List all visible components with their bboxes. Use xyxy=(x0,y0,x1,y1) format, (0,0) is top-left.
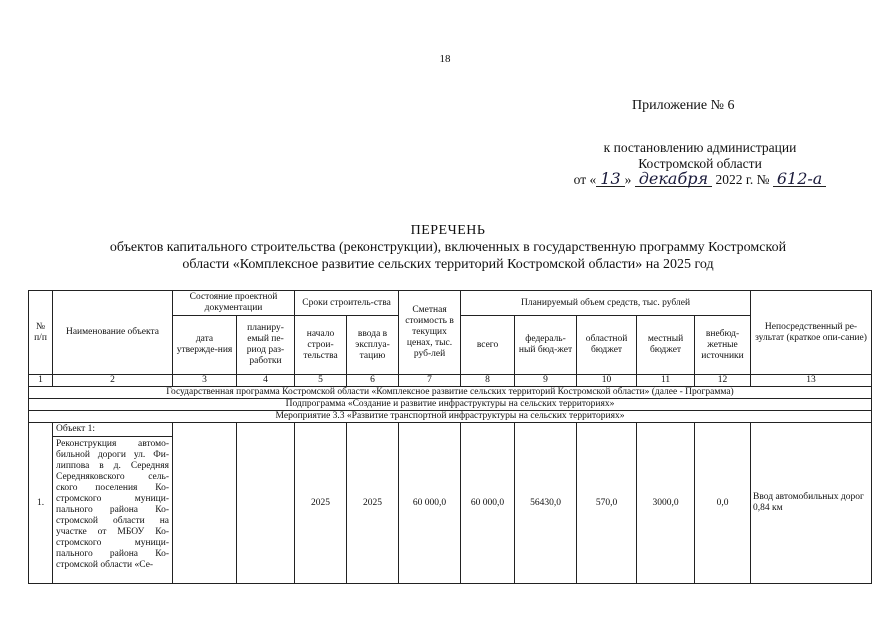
col-num-7: 7 xyxy=(399,375,461,387)
object-name-cell xyxy=(53,423,173,584)
handwritten-day: 13 xyxy=(596,172,624,187)
header-start: начало строи-тельства xyxy=(295,316,347,375)
program-row xyxy=(29,387,872,399)
col-num-2: 2 xyxy=(53,375,173,387)
column-numbers-row xyxy=(29,375,872,387)
handwritten-month: декабря xyxy=(635,172,712,187)
decree-line-2: Костромской области xyxy=(638,156,762,171)
object-name: Реконструкция автомо-бильной дороги ул. Фи-липпова в д. Середняя Середняковского сель-ского поселения Ко-стромского муници-пального района Ко-стромской области на участке от МБОУ Ко-стромского муници-пального района Ко-стромской области «Се- xyxy=(56,439,169,570)
header-row-1 xyxy=(29,291,872,316)
col-num-11: 11 xyxy=(637,375,695,387)
header-estimated-cost: Сметная стоимость в текущих ценах, тыс. руб-лей xyxy=(399,291,461,375)
year-text: 2022 г. № xyxy=(715,172,770,187)
col-num-4: 4 xyxy=(237,375,295,387)
header-construction-terms: Сроки строитель-ства xyxy=(295,291,399,316)
measure-row xyxy=(29,411,872,423)
col-num-10: 10 xyxy=(577,375,637,387)
header-num: № п/п xyxy=(29,291,53,375)
object-start: 2025 xyxy=(295,423,347,584)
col-num-13: 13 xyxy=(751,375,872,387)
list-title-line-2: области «Комплексное развитие сельских территорий Костромской области» на 2025 год xyxy=(182,257,714,272)
page-number: 18 xyxy=(439,53,451,65)
program-title: Государственная программа Костромской области «Комплексное развитие сельских территорий Костромской области» (далее - Программа) xyxy=(29,387,872,399)
object-planned-period xyxy=(237,423,295,584)
decree-reference xyxy=(560,140,840,188)
object-federal: 56430,0 xyxy=(515,423,577,584)
col-num-5: 5 xyxy=(295,375,347,387)
header-planned-funds: Планируемый объем средств, тыс. рублей xyxy=(461,291,751,316)
col-num-9: 9 xyxy=(515,375,577,387)
object-commissioning: 2025 xyxy=(347,423,399,584)
object-extrabudget: 0,0 xyxy=(695,423,751,584)
measure-title: Мероприятие 3.3 «Развитие транспортной инфраструктуры на сельских территориях» xyxy=(29,411,872,423)
object-label: Объект 1: xyxy=(53,424,172,437)
header-result: Непосредственный ре-зультат (краткое опи-сание) xyxy=(751,291,872,375)
table-row xyxy=(29,423,872,584)
date-prefix: от « xyxy=(573,172,597,187)
header-design-state: Состояние проектной документации xyxy=(173,291,295,316)
col-num-3: 3 xyxy=(173,375,237,387)
list-heading: ПЕРЕЧЕНЬ xyxy=(410,223,486,238)
header-name: Наименование объекта xyxy=(53,291,173,375)
header-extrabudget: внебюд-жетные источники xyxy=(695,316,751,375)
decree-line-1: к постановлению администрации xyxy=(603,140,797,155)
appendix-title: Приложение № 6 xyxy=(632,98,735,113)
header-local: местный бюджет xyxy=(637,316,695,375)
object-estimated-cost: 60 000,0 xyxy=(399,423,461,584)
col-num-6: 6 xyxy=(347,375,399,387)
header-regional: областной бюджет xyxy=(577,316,637,375)
decree-date-line xyxy=(560,169,840,188)
object-local: 3000,0 xyxy=(637,423,695,584)
object-total: 60 000,0 xyxy=(461,423,515,584)
object-regional: 570,0 xyxy=(577,423,637,584)
object-approval-date xyxy=(173,423,237,584)
date-mid: » xyxy=(624,172,632,187)
object-num: 1. xyxy=(29,423,53,584)
header-planned-period: планиру-емый пе-риод раз-работки xyxy=(237,316,295,375)
list-title-line-1: объектов капитального строительства (реконструкции), включенных в государственную программу Костромской xyxy=(109,240,787,255)
header-commissioning: ввода в эксплуа-тацию xyxy=(347,316,399,375)
col-num-1: 1 xyxy=(29,375,53,387)
col-num-12: 12 xyxy=(695,375,751,387)
header-total: всего xyxy=(461,316,515,375)
subprogram-row xyxy=(29,399,872,411)
list-title xyxy=(40,222,856,273)
col-num-8: 8 xyxy=(461,375,515,387)
handwritten-number: 612-а xyxy=(773,172,826,187)
objects-table xyxy=(28,290,872,584)
header-approval-date: дата утвержде-ния xyxy=(173,316,237,375)
subprogram-title: Подпрограмма «Создание и развитие инфраструктуры на сельских территориях» xyxy=(29,399,872,411)
header-federal: федераль-ный бюд-жет xyxy=(515,316,577,375)
object-result: Ввод автомобильных дорог 0,84 км xyxy=(751,423,872,584)
